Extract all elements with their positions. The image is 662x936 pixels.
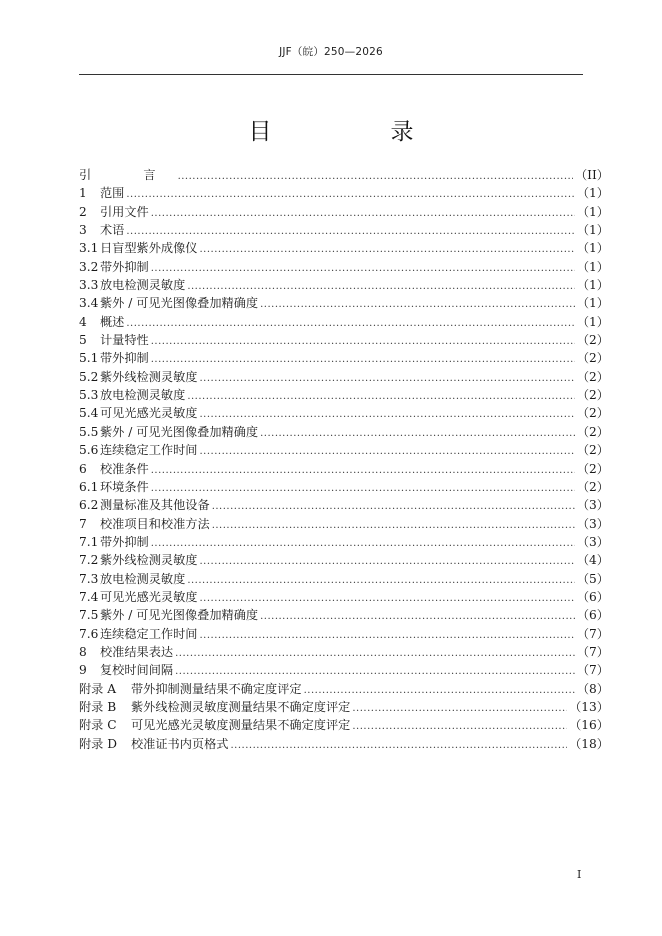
toc-dot-leader (151, 480, 575, 498)
toc-dot-leader (260, 296, 575, 314)
toc-entry-label: 环境条件 (100, 479, 149, 494)
toc-entry[interactable] (79, 478, 609, 496)
toc-entry-page: （3） (576, 516, 609, 531)
toc-entry-label: 复校时间间隔 (100, 663, 174, 678)
toc-entry-label: 可见光感光灵敏度 (100, 589, 198, 604)
toc-entry-number: 附录 A (79, 681, 117, 696)
toc-entry[interactable] (79, 386, 609, 404)
toc-entry-number: 5.3 (79, 388, 99, 403)
toc-entry-number: 7 (79, 516, 87, 531)
toc-entry-page: （1） (576, 223, 609, 238)
toc-entry[interactable] (79, 533, 609, 551)
toc-entry-number: 1 (79, 186, 87, 201)
toc-entry-number: 8 (79, 644, 87, 659)
toc-entry-page: （1） (576, 204, 609, 219)
toc-dot-leader (212, 517, 575, 535)
toc-entry-number: 附录 D (79, 736, 118, 751)
toc-entry-page: （II） (574, 168, 609, 182)
toc-entry-number: 7.3 (79, 571, 99, 586)
toc-entry-appendix[interactable] (79, 698, 609, 716)
toc-entry[interactable] (79, 515, 609, 533)
toc-entry-page: （6） (576, 608, 609, 623)
toc-entry-number: 3.4 (79, 296, 99, 311)
toc-entry-appendix[interactable] (79, 735, 609, 753)
toc-dot-leader (151, 260, 575, 278)
toc-entry-label: 带外抑制 (100, 351, 149, 366)
toc-entry-number: 5.4 (79, 406, 99, 421)
toc-entry-number: 7.5 (79, 608, 99, 623)
toc-dot-leader (151, 351, 575, 369)
toc-entry-page: （2） (576, 424, 609, 439)
toc-entry-page: （7） (576, 663, 609, 678)
toc-dot-leader (151, 462, 575, 480)
toc-dot-leader (200, 627, 575, 645)
toc-entry-number: 5.1 (79, 351, 99, 366)
toc-entry-label: 紫外线检测灵敏度测量结果不确定度评定 (131, 699, 351, 714)
toc-entry-label: 校准结果表达 (100, 644, 174, 659)
toc-entry-label: 可见光感光灵敏度 (100, 406, 198, 421)
toc-entry-page: （6） (576, 589, 609, 604)
header-divider (79, 74, 583, 75)
toc-dot-leader (175, 645, 575, 663)
toc-dot-leader (126, 186, 574, 204)
toc-entry[interactable] (79, 349, 609, 367)
toc-entry[interactable] (79, 331, 609, 349)
toc-entry[interactable] (79, 368, 609, 386)
toc-dot-leader (151, 333, 575, 351)
toc-entry[interactable] (79, 661, 609, 679)
toc-entry-label: 引用文件 (100, 204, 149, 219)
toc-entry-page: （2） (576, 388, 609, 403)
toc-entry-number: 3.1 (79, 241, 99, 256)
toc-entry-label: 计量特性 (100, 333, 149, 348)
toc-entry-page: （7） (576, 644, 609, 659)
toc-entry[interactable] (79, 423, 609, 441)
toc-entry-number: 4 (79, 314, 87, 329)
toc-entry[interactable] (79, 294, 609, 312)
toc-entry-page: （1） (576, 296, 609, 311)
toc-entry-appendix[interactable] (79, 680, 609, 698)
toc-entry-label: 紫外 / 可见光图像叠加精确度 (100, 296, 259, 311)
toc-entry-page: （2） (576, 479, 609, 494)
toc-entry[interactable] (79, 460, 609, 478)
toc-entry-number: 6.1 (79, 479, 99, 494)
toc-entry-label: 引 言 (79, 168, 176, 182)
toc-entry-label: 校准项目和校准方法 (100, 516, 210, 531)
page-title: 目 录 (248, 119, 462, 145)
toc-entry[interactable] (79, 496, 609, 514)
toc-entry-page: （1） (576, 278, 609, 293)
toc-entry[interactable] (79, 606, 609, 624)
toc-entry[interactable] (79, 221, 609, 239)
toc-dot-leader (126, 315, 574, 333)
toc-entry-label: 概述 (100, 314, 125, 329)
toc-entry-label: 紫外线检测灵敏度 (100, 553, 198, 568)
toc-entry-number: 2 (79, 204, 87, 219)
toc-entry-page: （7） (576, 626, 609, 641)
toc-entry-label: 带外抑制测量结果不确定度评定 (131, 681, 302, 696)
toc-entry-label: 带外抑制 (100, 534, 149, 549)
toc-entry-number: 7.1 (79, 534, 99, 549)
toc-entry-page: （3） (576, 498, 609, 513)
toc-entry[interactable] (79, 203, 609, 221)
toc-entry-page: （2） (576, 333, 609, 348)
toc-entry-label: 紫外 / 可见光图像叠加精确度 (100, 608, 259, 623)
table-of-contents (79, 166, 609, 753)
toc-entry-number: 6 (79, 461, 87, 476)
toc-entry-page: （2） (576, 443, 609, 458)
toc-entry-page: （2） (576, 351, 609, 366)
toc-entry-number: 3 (79, 223, 87, 238)
toc-entry-number: 7.6 (79, 626, 99, 641)
toc-entry-label: 放电检测灵敏度 (100, 278, 186, 293)
toc-entry-page: （13） (569, 699, 609, 714)
toc-entry-intro[interactable] (79, 166, 609, 184)
toc-entry-number: 9 (79, 663, 87, 678)
toc-entry-number: 5.6 (79, 443, 99, 458)
toc-entry-number: 7.4 (79, 589, 99, 604)
toc-dot-leader (200, 241, 575, 259)
toc-entry[interactable] (79, 276, 609, 294)
toc-entry-label: 连续稳定工作时间 (100, 626, 198, 641)
toc-entry[interactable] (79, 441, 609, 459)
toc-entry-number: 5 (79, 333, 87, 348)
toc-entry-number: 5.5 (79, 424, 99, 439)
toc-entry-label: 可见光感光灵敏度测量结果不确定度评定 (131, 718, 351, 733)
page-number: I (577, 868, 582, 881)
toc-entry-label: 带外抑制 (100, 259, 149, 274)
toc-entry-page: （5） (576, 571, 609, 586)
toc-dot-leader (352, 700, 567, 718)
toc-entry-page: （4） (576, 553, 609, 568)
toc-entry-page: （1） (576, 186, 609, 201)
toc-entry-page: （1） (576, 259, 609, 274)
toc-entry-label: 校准证书内页格式 (131, 736, 229, 751)
toc-entry[interactable] (79, 258, 609, 276)
toc-entry-label: 连续稳定工作时间 (100, 443, 198, 458)
toc-entry[interactable] (79, 625, 609, 643)
toc-entry-label: 校准条件 (100, 461, 149, 476)
toc-entry-page: （2） (576, 369, 609, 384)
toc-entry-page: （18） (569, 736, 609, 751)
toc-dot-leader (200, 553, 575, 571)
toc-entry-page: （2） (576, 406, 609, 421)
toc-entry-page: （1） (576, 241, 609, 256)
toc-entry-label: 紫外 / 可见光图像叠加精确度 (100, 424, 259, 439)
toc-entry-appendix[interactable] (79, 716, 609, 734)
toc-dot-leader (260, 425, 575, 443)
toc-entry-page: （8） (576, 681, 609, 696)
document-header: JJF（皖）250—2026 (279, 46, 383, 58)
toc-entry-label: 测量标准及其他设备 (100, 498, 210, 513)
toc-dot-leader (187, 572, 575, 590)
toc-dot-leader (352, 718, 567, 736)
toc-entry-label: 放电检测灵敏度 (100, 571, 186, 586)
toc-entry[interactable] (79, 588, 609, 606)
toc-dot-leader (151, 535, 575, 553)
toc-entry-number: 附录 C (79, 718, 117, 733)
toc-dot-leader (200, 443, 575, 461)
toc-entry[interactable] (79, 551, 609, 569)
toc-entry[interactable] (79, 404, 609, 422)
toc-entry-label: 紫外线检测灵敏度 (100, 369, 198, 384)
toc-entry-number: 6.2 (79, 498, 99, 513)
toc-dot-leader (212, 498, 575, 516)
toc-entry-page: （2） (576, 461, 609, 476)
toc-entry-number: 3.3 (79, 278, 99, 293)
toc-dot-leader (178, 168, 573, 186)
toc-entry[interactable] (79, 643, 609, 661)
toc-dot-leader (200, 370, 575, 388)
toc-dot-leader (151, 205, 575, 223)
toc-entry-page: （3） (576, 534, 609, 549)
toc-dot-leader (260, 608, 575, 626)
toc-entry-label: 范围 (100, 186, 125, 201)
toc-entry-page: （1） (576, 314, 609, 329)
toc-dot-leader (231, 737, 568, 755)
toc-entry[interactable] (79, 570, 609, 588)
toc-entry-number: 附录 B (79, 699, 117, 714)
toc-entry[interactable] (79, 239, 609, 257)
toc-entry-number: 3.2 (79, 259, 99, 274)
toc-entry[interactable] (79, 184, 609, 202)
toc-dot-leader (187, 388, 575, 406)
toc-entry-label: 日盲型紫外成像仪 (100, 241, 198, 256)
toc-entry-number: 7.2 (79, 553, 99, 568)
toc-entry-number: 5.2 (79, 369, 99, 384)
toc-entry-label: 放电检测灵敏度 (100, 388, 186, 403)
toc-entry-page: （16） (569, 718, 609, 733)
toc-entry-label: 术语 (100, 223, 125, 238)
toc-entry[interactable] (79, 313, 609, 331)
